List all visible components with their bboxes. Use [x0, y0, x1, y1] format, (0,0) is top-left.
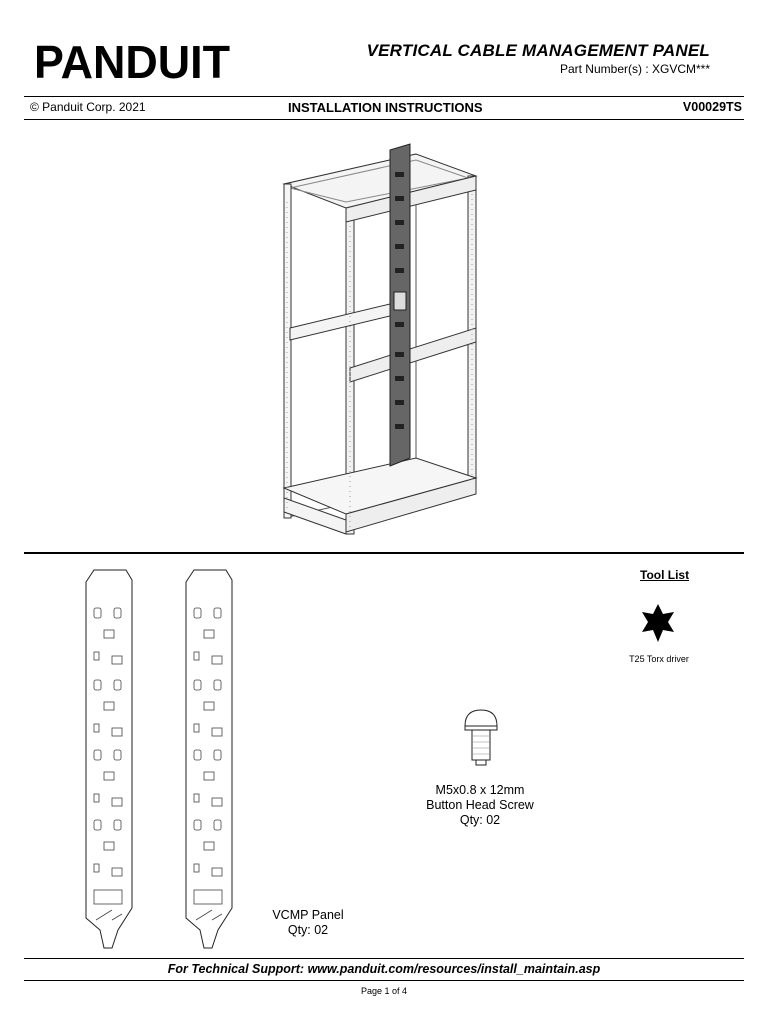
vcmp-panel-image [182, 568, 234, 960]
technical-support-link[interactable]: For Technical Support: www.panduit.com/resources/install_maintain.asp [167, 962, 601, 976]
section-title: INSTALLATION INSTRUCTIONS [288, 100, 483, 115]
tool-list-title: Tool List [640, 568, 690, 582]
document-title: VERTICAL CABLE MANAGEMENT PANEL [366, 41, 710, 60]
torx-driver-label: T25 Torx driver [629, 654, 689, 664]
header-info-row [30, 100, 742, 116]
vcmp-panel-name: VCMP Panel [272, 908, 344, 922]
screw-type: Button Head Screw [426, 798, 534, 812]
footer-rule-top [24, 958, 744, 959]
vcmp-panel-qty: Qty: 02 [287, 923, 329, 937]
copyright: © Panduit Corp. 2021 [30, 100, 146, 114]
document-number: V00029TS [682, 100, 742, 114]
panduit-logo [34, 34, 230, 82]
part-number: Part Number(s) : XGVCM*** [559, 62, 710, 76]
vcmp-panel-label [258, 908, 358, 938]
section-divider [24, 552, 744, 554]
torx-star-icon [638, 602, 678, 646]
header-rule-bottom [24, 119, 744, 120]
page-number: Page 1 of 4 [360, 986, 408, 996]
footer-rule-bottom [24, 980, 744, 981]
screw-qty: Qty: 02 [459, 813, 501, 827]
button-head-screw-image [462, 708, 500, 768]
screw-label [400, 783, 560, 828]
screw-size: M5x0.8 x 12mm [435, 783, 525, 797]
svg-text:PANDUIT: PANDUIT [34, 36, 230, 82]
vcmp-panel-image [82, 568, 134, 960]
rack-illustration [270, 142, 488, 538]
header-rule-top [24, 96, 744, 97]
